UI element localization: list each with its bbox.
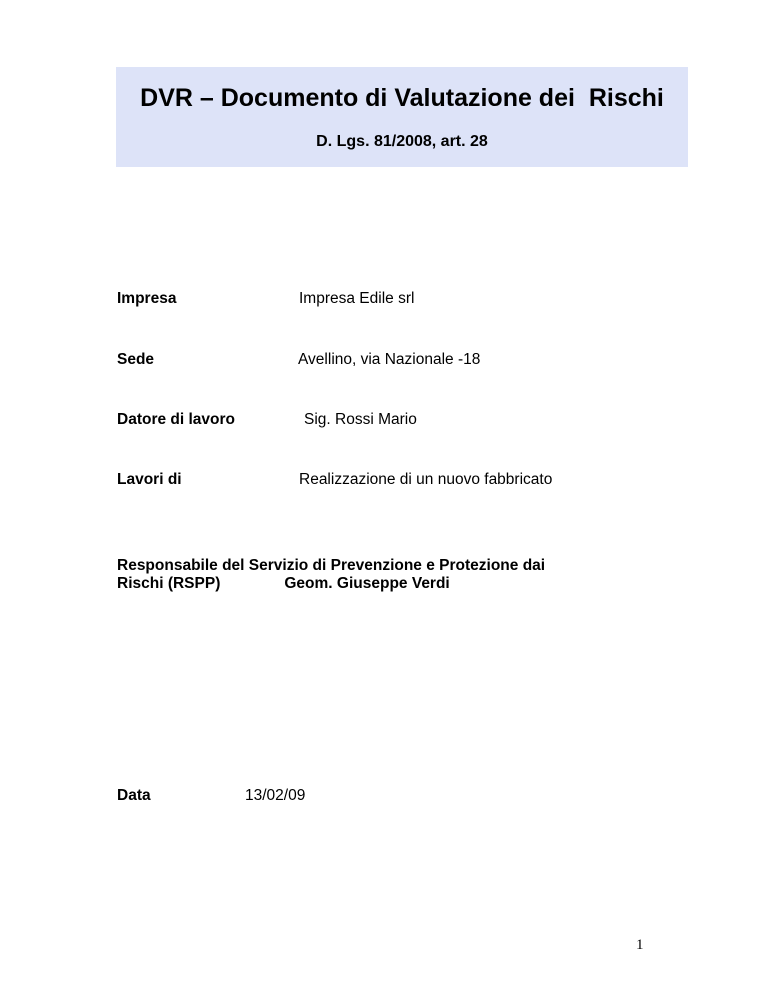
lavori-di-label: Lavori di xyxy=(117,471,182,488)
document-title: DVR – Documento di Valutazione dei Rischi xyxy=(140,84,664,112)
document-title-box xyxy=(116,67,688,167)
rspp-label-line1: Responsabile del Servizio di Prevenzione e Protezione dai xyxy=(117,557,546,574)
sede-value: Avellino, via Nazionale -18 xyxy=(298,351,481,368)
sede-label: Sede xyxy=(117,351,155,368)
rspp-name: Geom. Giuseppe Verdi xyxy=(284,575,450,592)
date-value: 13/02/09 xyxy=(245,787,306,804)
impresa-label: Impresa xyxy=(117,290,177,307)
impresa-value: Impresa Edile srl xyxy=(299,290,415,307)
rspp-line2 xyxy=(117,575,677,593)
rspp-label-line2: Rischi (RSPP) xyxy=(117,575,221,592)
lavori-di-value: Realizzazione di un nuovo fabbricato xyxy=(299,471,553,488)
datore-di-lavoro-label: Datore di lavoro xyxy=(117,411,235,428)
rspp-block xyxy=(117,557,677,593)
datore-di-lavoro-value: Sig. Rossi Mario xyxy=(304,411,417,428)
document-subtitle: D. Lgs. 81/2008, art. 28 xyxy=(316,133,488,150)
page-number: 1 xyxy=(636,937,644,953)
date-label: Data xyxy=(117,787,151,804)
